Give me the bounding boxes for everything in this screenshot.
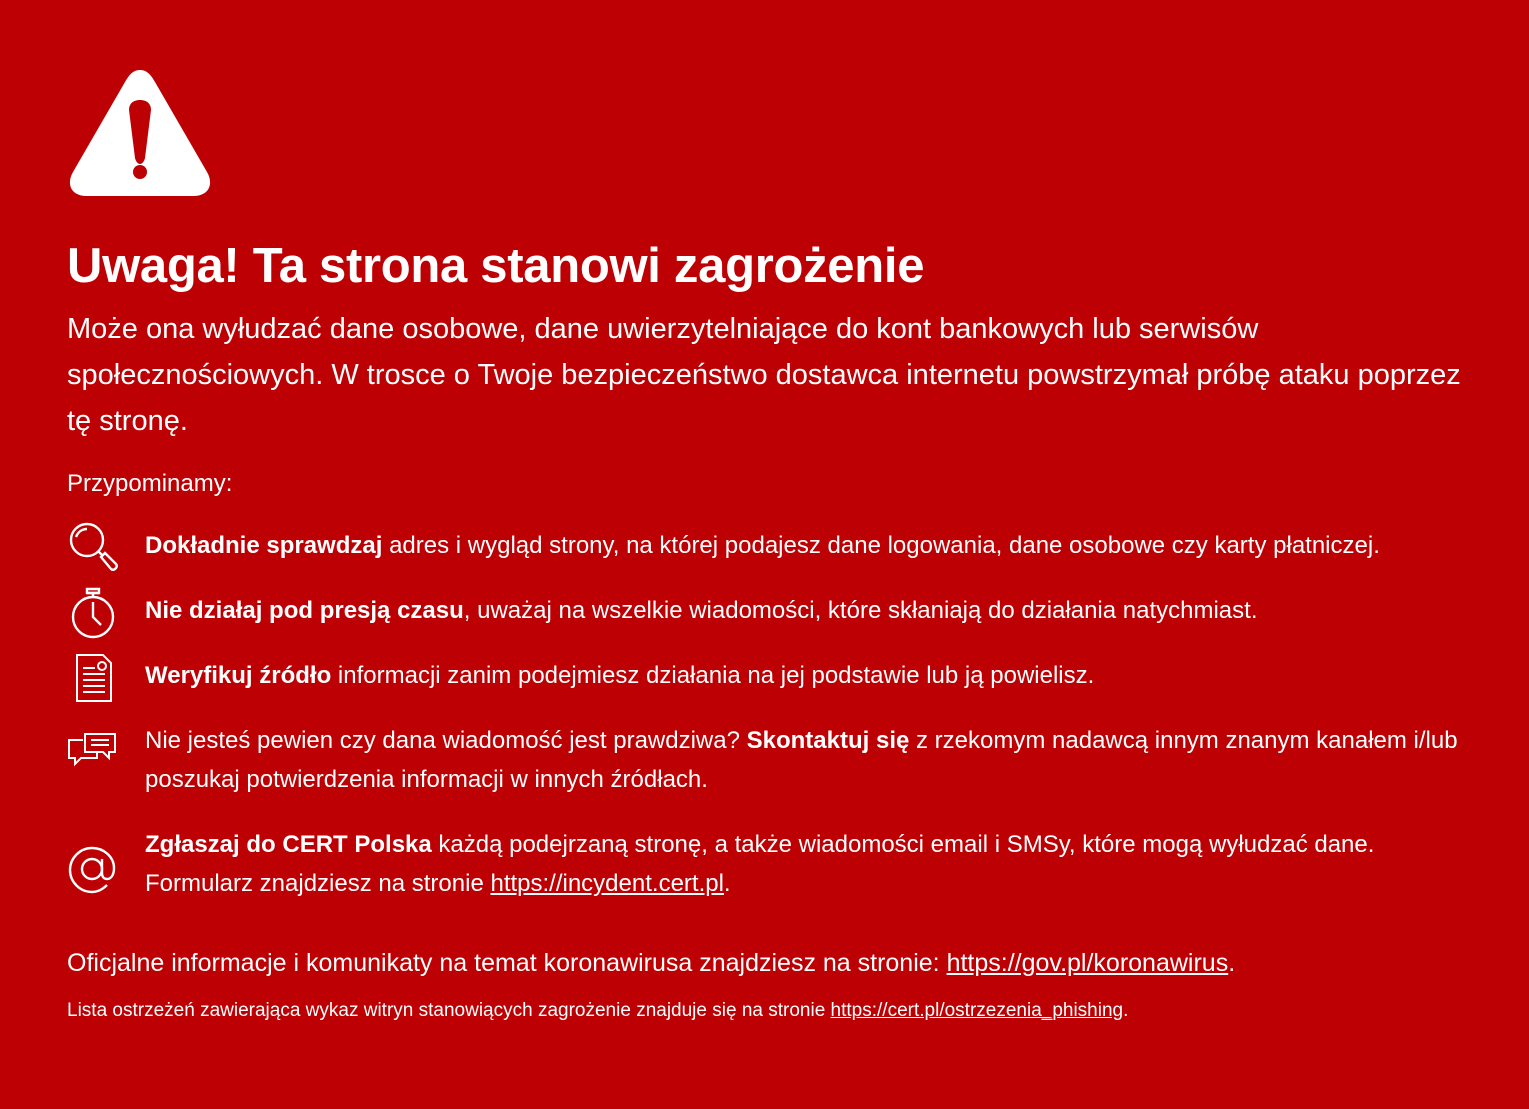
- tip-bold: Zgłaszaj do CERT Polska: [145, 831, 432, 858]
- lead-paragraph: Może ona wyłudzać dane osobowe, dane uwierzytelniające do kont bankowych lub serwisów społecznościowych. W trosce o Twoje bezpieczeństwo dostawca internetu powstrzymał próbę ataku poprzez tę stronę.: [67, 313, 1461, 437]
- tip-verify-source: [67, 656, 1487, 721]
- warning-triangle-icon: [67, 66, 213, 198]
- tip-pretext: Nie jesteś pewien czy dana wiadomość jest prawdziwa?: [145, 727, 747, 754]
- tip-text: z rzekomym nadawcą innym znanym kanałem i/lub poszukaj potwierdzenia informacji w innych źródłach.: [145, 727, 1458, 793]
- phishing-list-note: [67, 997, 1487, 1025]
- tips-list: [67, 526, 1487, 925]
- tip-text: adres i wygląd strony, na której podajesz dane logowania, dane osobowe czy karty płatniczej.: [382, 532, 1380, 559]
- tip-after: .: [723, 870, 731, 897]
- tip-bold: Nie działaj pod presją czasu: [145, 597, 464, 624]
- cert-phishing-link[interactable]: https://cert.pl/ostrzezenia_phishing: [830, 1000, 1124, 1021]
- phishing-list-text: Lista ostrzeżeń zawierająca wykaz witryn stanowiących zagrożenie znajduje się na stronie: [67, 1000, 831, 1021]
- page-title: Uwaga! Ta strona stanowi zagrożenie: [67, 239, 925, 293]
- warning-page: [67, 66, 1487, 1025]
- coronavirus-text: Oficjalne informacje i komunikaty na temat koronawirusa znajdziesz na stronie:: [67, 949, 947, 977]
- tip-text: , uważaj na wszelkie wiadomości, które skłaniają do działania natychmiast.: [463, 597, 1258, 624]
- coronavirus-after: .: [1228, 949, 1236, 977]
- tip-contact-sender: [67, 721, 1487, 825]
- tip-text: każdą podejrzaną stronę, a także wiadomości email i SMSy, które mogą wyłudzać dane. Formularz znajdziesz na stronie: [145, 831, 1375, 897]
- tip-verify-address: [67, 526, 1487, 591]
- phishing-list-after: .: [1123, 1000, 1129, 1021]
- tip-bold: Weryfikuj źródło: [145, 662, 332, 689]
- tip-bold: Skontaktuj się: [746, 727, 910, 754]
- reminder-heading: Przypominamy:: [67, 470, 233, 497]
- tip-text: informacji zanim podejmiesz działania na jej podstawie lub ją powielisz.: [331, 662, 1095, 689]
- gov-koronawirus-link[interactable]: https://gov.pl/koronawirus: [946, 949, 1229, 977]
- tip-report-cert: [67, 825, 1487, 925]
- tip-bold: Dokładnie sprawdzaj: [145, 532, 383, 559]
- magnifier-icon: [67, 521, 119, 573]
- tip-time-pressure: [67, 591, 1487, 656]
- chat-bubbles-icon: [67, 718, 119, 770]
- stopwatch-icon: [67, 587, 119, 639]
- coronavirus-info: [67, 945, 1487, 981]
- at-sign-icon: [67, 845, 119, 897]
- incydent-cert-link[interactable]: https://incydent.cert.pl: [490, 870, 724, 897]
- document-icon: [67, 652, 119, 704]
